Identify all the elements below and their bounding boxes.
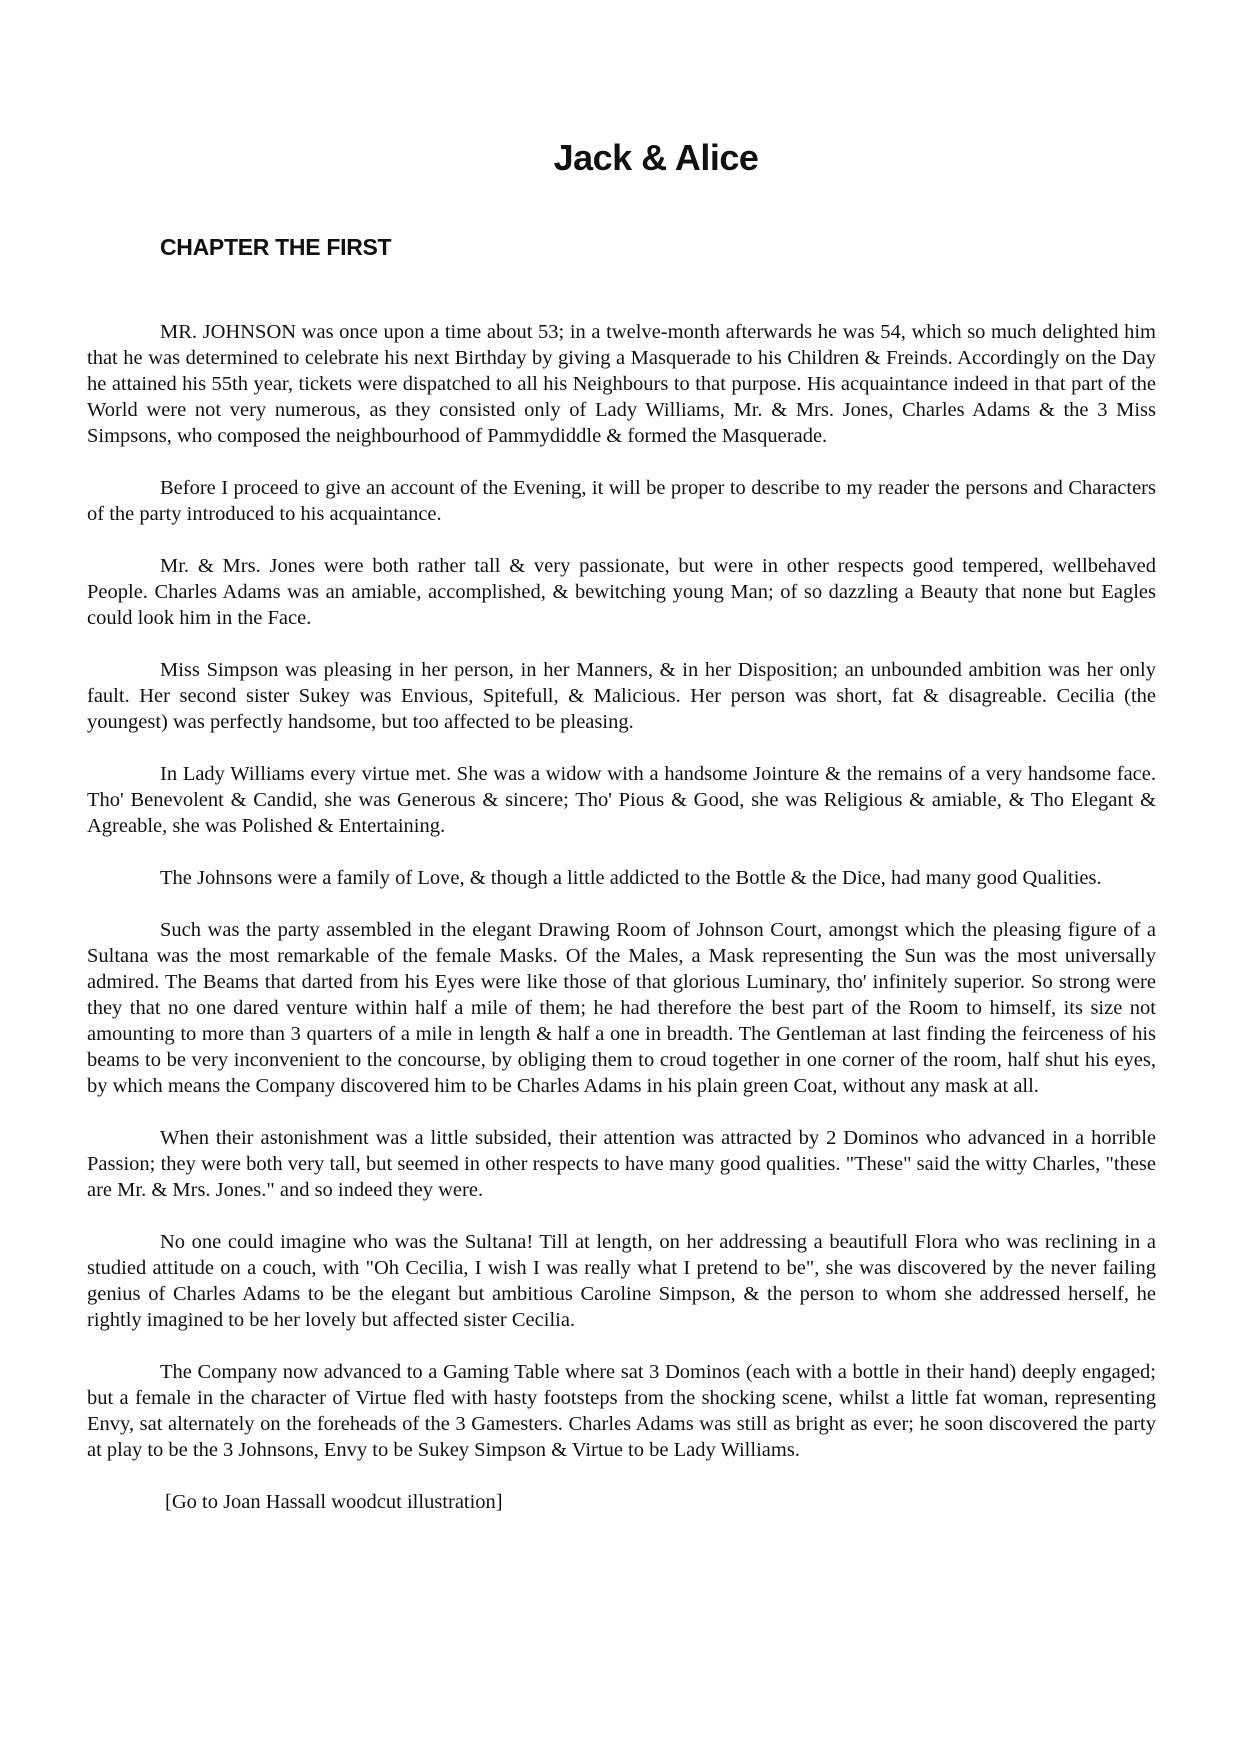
chapter-body xyxy=(87,319,1156,1541)
paragraph-2: Before I proceed to give an account of the Evening, it will be proper to describe to my reader the persons and Characters of the party introduced to his acquaintance. xyxy=(87,477,1156,525)
paragraph-4: Miss Simpson was pleasing in her person, in her Manners, & in her Disposition; an unbounded ambition was her only fault. Her second sister Sukey was Envious, Spitefull, & Malicious. Her person was short, fat & disagreable. Cecilia (the youngest) was perfectly handsome, but too affected to be pleasing. xyxy=(87,659,1156,733)
chapter-heading: CHAPTER THE FIRST xyxy=(160,234,392,260)
paragraph-7: Such was the party assembled in the elegant Drawing Room of Johnson Court, amongst which the pleasing figure of a Sultana was the most remarkable of the female Masks. Of the Males, a Mask representing the Sun was the most universally admired. The Beams that darted from his Eyes were like those of that glorious Luminary, tho' infinitely superior. So strong were they that no one dared venture within half a mile of them; he had therefore the best part of the Room to himself, its size not amounting to more than 3 quarters of a mile in length & half a one in breadth. The Gentleman at last finding the feirceness of his beams to be very inconvenient to the concourse, by obliging them to croud together in one corner of the room, half shut his eyes, by which means the Company discovered him to be Charles Adams in his plain green Coat, without any mask at all. xyxy=(87,919,1156,1097)
paragraph-1: MR. JOHNSON was once upon a time about 53; in a twelve-month afterwards he was 54, which so much delighted him that he was determined to celebrate his next Birthday by giving a Masquerade to his Children & Freinds. Accordingly on the Day he attained his 55th year, tickets were dispatched to all his Neighbours to that purpose. His acquaintance indeed in that part of the World were not very numerous, as they consisted only of Lady Williams, Mr. & Mrs. Jones, Charles Adams & the 3 Miss Simpsons, who composed the neighbourhood of Pammydiddle & formed the Masquerade. xyxy=(87,321,1156,447)
paragraph-8: When their astonishment was a little subsided, their attention was attracted by 2 Dominos who advanced in a horrible Passion; they were both very tall, but seemed in other respects to have many good qualities. "These" said the witty Charles, "these are Mr. & Mrs. Jones." and so indeed they were. xyxy=(87,1127,1156,1201)
illustration-link[interactable]: [Go to Joan Hassall woodcut illustration] xyxy=(165,1491,503,1513)
paragraph-5: In Lady Williams every virtue met. She was a widow with a handsome Jointure & the remains of a very handsome face. Tho' Benevolent & Candid, she was Generous & sincere; Tho' Pious & Good, she was Religious & amiable, & Tho Elegant & Agreable, she was Polished & Entertaining. xyxy=(87,763,1156,837)
paragraph-3: Mr. & Mrs. Jones were both rather tall & very passionate, but were in other respects good tempered, wellbehaved People. Charles Adams was an amiable, accomplished, & bewitching young Man; of so dazzling a Beauty that none but Eagles could look him in the Face. xyxy=(87,555,1156,629)
paragraph-10: The Company now advanced to a Gaming Table where sat 3 Dominos (each with a bottle in their hand) deeply engaged; but a female in the character of Virtue fled with hasty footsteps from the shocking scene, whilst a little fat woman, representing Envy, sat alternately on the foreheads of the 3 Gamesters. Charles Adams was still as bright as ever; he soon discovered the party at play to be the 3 Johnsons, Envy to be Sukey Simpson & Virtue to be Lady Williams. xyxy=(87,1361,1156,1461)
paragraph-9: No one could imagine who was the Sultana! Till at length, on her addressing a beautifull Flora who was reclining in a studied attitude on a couch, with "Oh Cecilia, I wish I was really what I pretend to be", she was discovered by the never failing genius of Charles Adams to be the elegant but ambitious Caroline Simpson, & the person to whom she addressed herself, he rightly imagined to be her lovely but affected sister Cecilia. xyxy=(87,1231,1156,1331)
document-title: Jack & Alice xyxy=(553,137,759,178)
paragraph-6: The Johnsons were a family of Love, & though a little addicted to the Bottle & the Dice, had many good Qualities. xyxy=(160,867,1102,889)
